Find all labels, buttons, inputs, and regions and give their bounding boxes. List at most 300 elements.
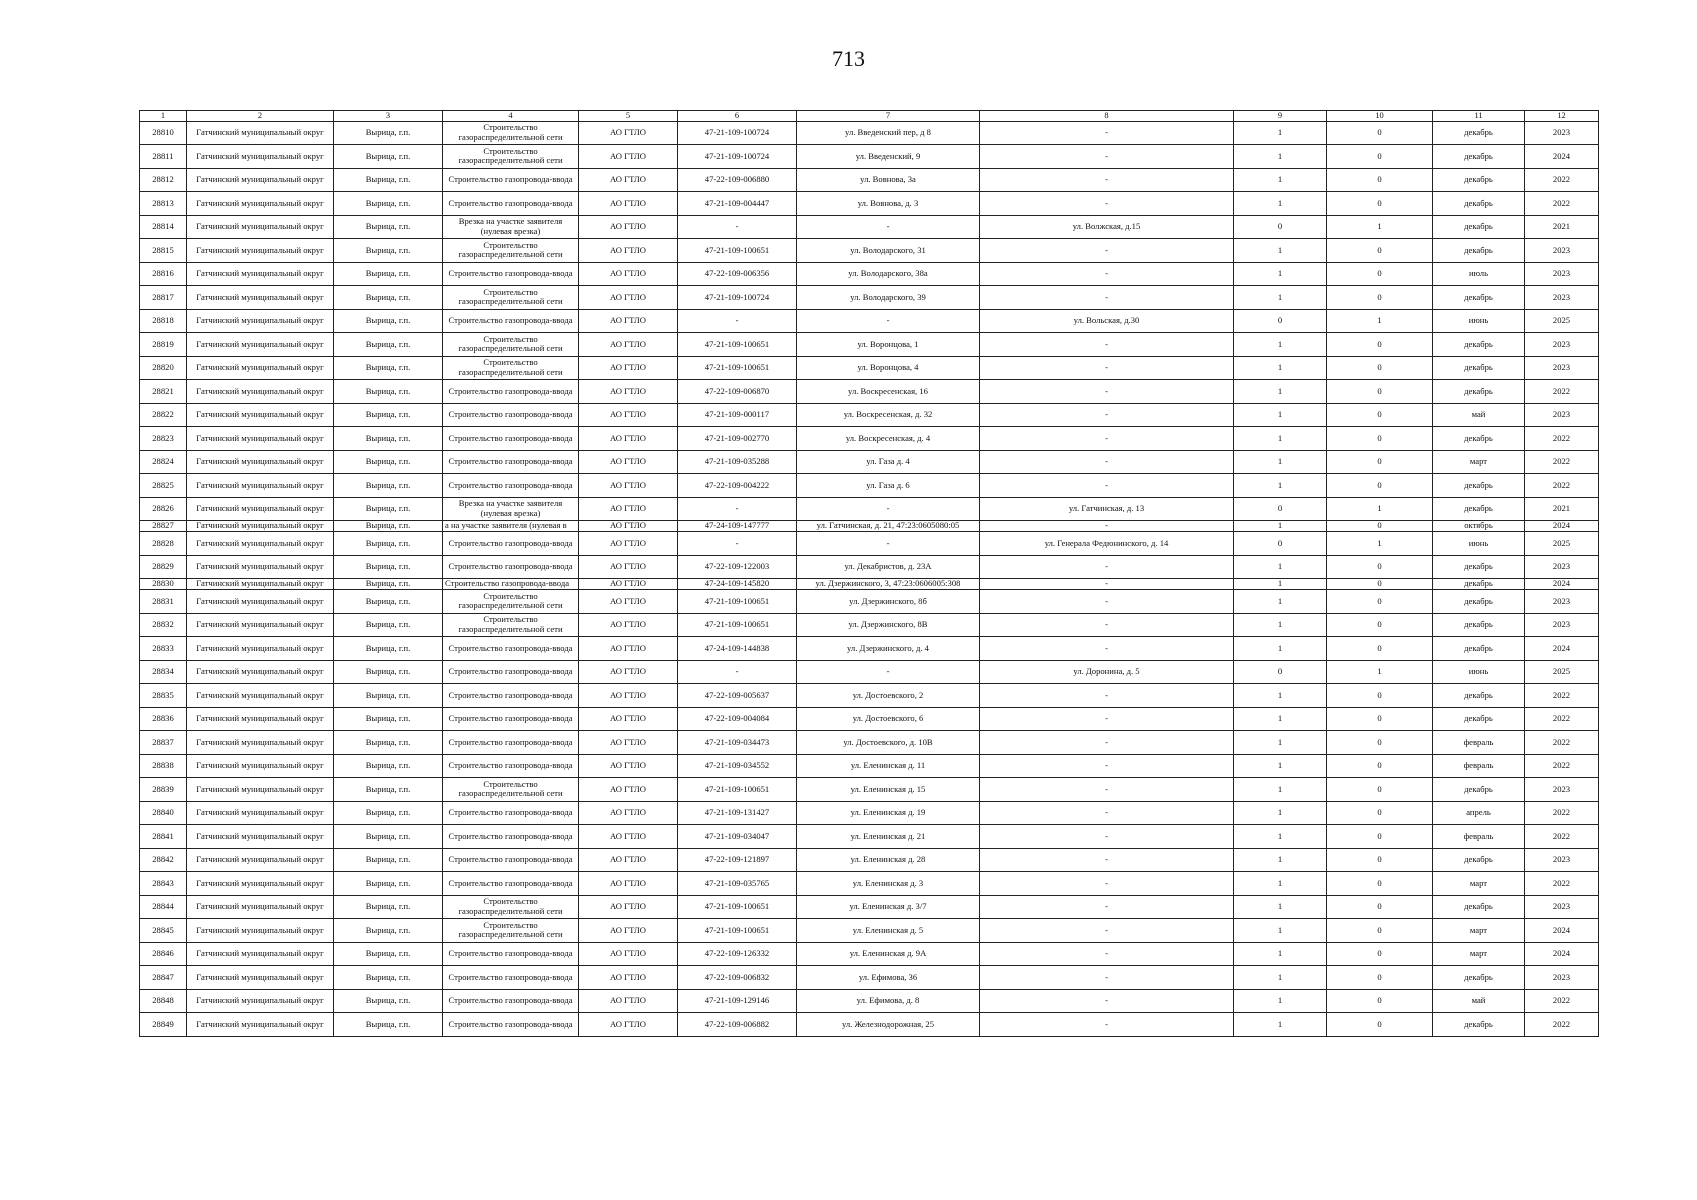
row-number-cell: 28828 <box>140 532 187 556</box>
work-type-cell: Строительство газораспределительной сети <box>443 356 579 380</box>
year-cell: 2023 <box>1525 778 1599 802</box>
settlement-cell: Вырица, г.п. <box>334 168 443 192</box>
count-b-cell: 0 <box>1327 239 1433 263</box>
count-b-cell: 0 <box>1327 380 1433 404</box>
table-row <box>140 215 1599 239</box>
register-table <box>139 110 1599 1037</box>
count-a-cell: 0 <box>1234 309 1327 333</box>
settlement-cell: Вырица, г.п. <box>334 380 443 404</box>
settlement-cell: Вырица, г.п. <box>334 427 443 451</box>
month-cell: декабрь <box>1433 427 1525 451</box>
municipality-cell: Гатчинский муниципальный округ <box>187 1013 334 1037</box>
table-body <box>140 111 1599 1037</box>
work-type-cell: Строительство газопровода-ввода <box>443 532 579 556</box>
table-row <box>140 192 1599 216</box>
address-alt-cell: ул. Вольская, д.30 <box>980 309 1234 333</box>
work-type-cell: Строительство газопровода-ввода <box>443 731 579 755</box>
organization-cell: АО ГТЛО <box>579 532 678 556</box>
address-cell: ул. Дзержинского, 3, 47:23:0606005:308 <box>797 579 980 590</box>
count-a-cell: 1 <box>1234 555 1327 579</box>
address-cell: ул. Газа д. 6 <box>797 474 980 498</box>
application-number-cell: 47-21-109-004447 <box>678 192 797 216</box>
count-b-cell: 1 <box>1327 215 1433 239</box>
municipality-cell: Гатчинский муниципальный округ <box>187 168 334 192</box>
municipality-cell: Гатчинский муниципальный округ <box>187 215 334 239</box>
organization-cell: АО ГТЛО <box>579 333 678 357</box>
application-number-cell: 47-21-109-100651 <box>678 919 797 943</box>
address-alt-cell: - <box>980 801 1234 825</box>
year-cell: 2023 <box>1525 121 1599 145</box>
row-number-cell: 28811 <box>140 145 187 169</box>
month-cell: декабрь <box>1433 286 1525 310</box>
municipality-cell: Гатчинский муниципальный округ <box>187 192 334 216</box>
year-cell: 2024 <box>1525 942 1599 966</box>
settlement-cell: Вырица, г.п. <box>334 450 443 474</box>
table-row <box>140 333 1599 357</box>
address-alt-cell: - <box>980 286 1234 310</box>
year-cell: 2023 <box>1525 403 1599 427</box>
municipality-cell: Гатчинский муниципальный округ <box>187 521 334 532</box>
work-type-cell: Строительство газопровода-ввода <box>443 660 579 684</box>
table-row <box>140 168 1599 192</box>
work-type-cell: Строительство газопровода-ввода <box>443 801 579 825</box>
column-number: 12 <box>1525 111 1599 122</box>
address-alt-cell: - <box>980 474 1234 498</box>
column-number: 6 <box>678 111 797 122</box>
address-alt-cell: - <box>980 1013 1234 1037</box>
month-cell: декабрь <box>1433 239 1525 263</box>
work-type-cell: Строительство газораспределительной сети <box>443 239 579 263</box>
count-a-cell: 1 <box>1234 121 1327 145</box>
address-cell: ул. Газа д. 4 <box>797 450 980 474</box>
year-cell: 2022 <box>1525 872 1599 896</box>
count-a-cell: 1 <box>1234 168 1327 192</box>
application-number-cell: 47-21-109-000117 <box>678 403 797 427</box>
month-cell: май <box>1433 989 1525 1013</box>
count-a-cell: 1 <box>1234 637 1327 661</box>
settlement-cell: Вырица, г.п. <box>334 895 443 919</box>
year-cell: 2022 <box>1525 192 1599 216</box>
settlement-cell: Вырица, г.п. <box>334 754 443 778</box>
table-row <box>140 309 1599 333</box>
count-b-cell: 0 <box>1327 707 1433 731</box>
year-cell: 2021 <box>1525 215 1599 239</box>
month-cell: декабрь <box>1433 707 1525 731</box>
work-type-cell: Строительство газораспределительной сети <box>443 121 579 145</box>
row-number-cell: 28849 <box>140 1013 187 1037</box>
municipality-cell: Гатчинский муниципальный округ <box>187 613 334 637</box>
work-type-cell: Строительство газопровода-ввода <box>443 403 579 427</box>
row-number-cell: 28833 <box>140 637 187 661</box>
column-number: 11 <box>1433 111 1525 122</box>
address-alt-cell: - <box>980 731 1234 755</box>
year-cell: 2025 <box>1525 309 1599 333</box>
organization-cell: АО ГТЛО <box>579 262 678 286</box>
table-row <box>140 778 1599 802</box>
month-cell: март <box>1433 942 1525 966</box>
count-a-cell: 0 <box>1234 215 1327 239</box>
month-cell: декабрь <box>1433 684 1525 708</box>
count-b-cell: 0 <box>1327 333 1433 357</box>
year-cell: 2023 <box>1525 356 1599 380</box>
row-number-cell: 28845 <box>140 919 187 943</box>
count-a-cell: 1 <box>1234 356 1327 380</box>
address-cell: ул. Дзержинского, 8В <box>797 613 980 637</box>
month-cell: декабрь <box>1433 966 1525 990</box>
count-b-cell: 0 <box>1327 579 1433 590</box>
address-alt-cell: - <box>980 192 1234 216</box>
organization-cell: АО ГТЛО <box>579 778 678 802</box>
table-row <box>140 1013 1599 1037</box>
month-cell: март <box>1433 450 1525 474</box>
settlement-cell: Вырица, г.п. <box>334 145 443 169</box>
year-cell: 2025 <box>1525 660 1599 684</box>
application-number-cell: 47-21-109-034552 <box>678 754 797 778</box>
year-cell: 2024 <box>1525 145 1599 169</box>
table-row <box>140 532 1599 556</box>
municipality-cell: Гатчинский муниципальный округ <box>187 848 334 872</box>
settlement-cell: Вырица, г.п. <box>334 239 443 263</box>
address-cell: ул. Еленинская д. 3/7 <box>797 895 980 919</box>
year-cell: 2024 <box>1525 637 1599 661</box>
settlement-cell: Вырица, г.п. <box>334 121 443 145</box>
month-cell: июнь <box>1433 309 1525 333</box>
count-b-cell: 0 <box>1327 262 1433 286</box>
month-cell: март <box>1433 872 1525 896</box>
address-cell: ул. Володарского, 39 <box>797 286 980 310</box>
count-a-cell: 1 <box>1234 286 1327 310</box>
count-b-cell: 0 <box>1327 555 1433 579</box>
organization-cell: АО ГТЛО <box>579 684 678 708</box>
table-row <box>140 919 1599 943</box>
address-cell: ул. Ефимова, 36 <box>797 966 980 990</box>
row-number-cell: 28848 <box>140 989 187 1013</box>
row-number-cell: 28834 <box>140 660 187 684</box>
address-cell: ул. Еленинская д. 9А <box>797 942 980 966</box>
work-type-cell: Строительство газопровода-ввода <box>443 825 579 849</box>
month-cell: декабрь <box>1433 192 1525 216</box>
address-alt-cell: - <box>980 754 1234 778</box>
application-number-cell: 47-22-109-121897 <box>678 848 797 872</box>
row-number-cell: 28836 <box>140 707 187 731</box>
settlement-cell: Вырица, г.п. <box>334 660 443 684</box>
address-alt-cell: - <box>980 380 1234 404</box>
column-number: 2 <box>187 111 334 122</box>
row-number-cell: 28822 <box>140 403 187 427</box>
month-cell: декабрь <box>1433 1013 1525 1037</box>
work-type-cell: Строительство газораспределительной сети <box>443 286 579 310</box>
column-number: 7 <box>797 111 980 122</box>
row-number-cell: 28829 <box>140 555 187 579</box>
month-cell: декабрь <box>1433 333 1525 357</box>
organization-cell: АО ГТЛО <box>579 121 678 145</box>
address-cell: ул. Еленинская д. 28 <box>797 848 980 872</box>
count-b-cell: 1 <box>1327 497 1433 521</box>
row-number-cell: 28841 <box>140 825 187 849</box>
month-cell: декабрь <box>1433 848 1525 872</box>
organization-cell: АО ГТЛО <box>579 497 678 521</box>
address-cell: - <box>797 215 980 239</box>
organization-cell: АО ГТЛО <box>579 942 678 966</box>
municipality-cell: Гатчинский муниципальный округ <box>187 427 334 451</box>
column-number: 4 <box>443 111 579 122</box>
table-row <box>140 380 1599 404</box>
address-cell: ул. Гатчинская, д. 21, 47:23:0605080:05 <box>797 521 980 532</box>
table-row <box>140 801 1599 825</box>
municipality-cell: Гатчинский муниципальный округ <box>187 474 334 498</box>
municipality-cell: Гатчинский муниципальный округ <box>187 754 334 778</box>
address-cell: - <box>797 660 980 684</box>
year-cell: 2022 <box>1525 989 1599 1013</box>
organization-cell: АО ГТЛО <box>579 872 678 896</box>
row-number-cell: 28844 <box>140 895 187 919</box>
application-number-cell: 47-21-109-100651 <box>678 778 797 802</box>
count-a-cell: 1 <box>1234 333 1327 357</box>
municipality-cell: Гатчинский муниципальный округ <box>187 872 334 896</box>
work-type-cell: Строительство газораспределительной сети <box>443 895 579 919</box>
address-cell: ул. Воронцова, 1 <box>797 333 980 357</box>
count-b-cell: 0 <box>1327 192 1433 216</box>
work-type-cell: Врезка на участке заявителя (нулевая врезка) <box>443 215 579 239</box>
address-alt-cell: - <box>980 637 1234 661</box>
year-cell: 2022 <box>1525 754 1599 778</box>
column-number: 10 <box>1327 111 1433 122</box>
organization-cell: АО ГТЛО <box>579 521 678 532</box>
settlement-cell: Вырица, г.п. <box>334 778 443 802</box>
count-b-cell: 0 <box>1327 684 1433 708</box>
municipality-cell: Гатчинский муниципальный округ <box>187 707 334 731</box>
organization-cell: АО ГТЛО <box>579 192 678 216</box>
table-row <box>140 613 1599 637</box>
municipality-cell: Гатчинский муниципальный округ <box>187 579 334 590</box>
address-alt-cell: ул. Генерала Федюнинского, д. 14 <box>980 532 1234 556</box>
application-number-cell: 47-22-109-006356 <box>678 262 797 286</box>
application-number-cell: 47-21-109-129146 <box>678 989 797 1013</box>
organization-cell: АО ГТЛО <box>579 356 678 380</box>
row-number-cell: 28846 <box>140 942 187 966</box>
work-type-cell: Строительство газопровода-ввода <box>443 848 579 872</box>
count-b-cell: 0 <box>1327 895 1433 919</box>
settlement-cell: Вырица, г.п. <box>334 262 443 286</box>
row-number-cell: 28843 <box>140 872 187 896</box>
row-number-cell: 28842 <box>140 848 187 872</box>
address-alt-cell: - <box>980 356 1234 380</box>
row-number-cell: 28818 <box>140 309 187 333</box>
table-row <box>140 966 1599 990</box>
settlement-cell: Вырица, г.п. <box>334 579 443 590</box>
count-b-cell: 0 <box>1327 731 1433 755</box>
settlement-cell: Вырица, г.п. <box>334 192 443 216</box>
column-number: 8 <box>980 111 1234 122</box>
count-a-cell: 1 <box>1234 754 1327 778</box>
municipality-cell: Гатчинский муниципальный округ <box>187 286 334 310</box>
month-cell: декабрь <box>1433 895 1525 919</box>
count-a-cell: 1 <box>1234 778 1327 802</box>
year-cell: 2024 <box>1525 919 1599 943</box>
address-alt-cell: - <box>980 848 1234 872</box>
row-number-cell: 28840 <box>140 801 187 825</box>
address-alt-cell: - <box>980 262 1234 286</box>
year-cell: 2022 <box>1525 801 1599 825</box>
month-cell: октябрь <box>1433 521 1525 532</box>
table-row <box>140 942 1599 966</box>
table-row <box>140 427 1599 451</box>
row-number-cell: 28813 <box>140 192 187 216</box>
organization-cell: АО ГТЛО <box>579 825 678 849</box>
year-cell: 2022 <box>1525 474 1599 498</box>
settlement-cell: Вырица, г.п. <box>334 872 443 896</box>
count-a-cell: 1 <box>1234 989 1327 1013</box>
year-cell: 2022 <box>1525 380 1599 404</box>
count-b-cell: 0 <box>1327 966 1433 990</box>
row-number-cell: 28812 <box>140 168 187 192</box>
count-a-cell: 1 <box>1234 1013 1327 1037</box>
application-number-cell: - <box>678 309 797 333</box>
address-cell: ул. Еленинская д. 19 <box>797 801 980 825</box>
settlement-cell: Вырица, г.п. <box>334 521 443 532</box>
settlement-cell: Вырица, г.п. <box>334 801 443 825</box>
work-type-cell: Строительство газопровода-ввода <box>443 579 579 590</box>
application-number-cell: 47-21-109-035288 <box>678 450 797 474</box>
year-cell: 2022 <box>1525 168 1599 192</box>
settlement-cell: Вырица, г.п. <box>334 825 443 849</box>
municipality-cell: Гатчинский муниципальный округ <box>187 637 334 661</box>
table-row <box>140 474 1599 498</box>
month-cell: декабрь <box>1433 497 1525 521</box>
application-number-cell: 47-22-109-005637 <box>678 684 797 708</box>
row-number-cell: 28838 <box>140 754 187 778</box>
address-cell: ул. Вовнова, д. 3 <box>797 192 980 216</box>
month-cell: декабрь <box>1433 145 1525 169</box>
count-b-cell: 0 <box>1327 403 1433 427</box>
row-number-cell: 28847 <box>140 966 187 990</box>
table-row <box>140 521 1599 532</box>
work-type-cell: Строительство газопровода-ввода <box>443 872 579 896</box>
year-cell: 2023 <box>1525 333 1599 357</box>
settlement-cell: Вырица, г.п. <box>334 555 443 579</box>
address-alt-cell: - <box>980 872 1234 896</box>
application-number-cell: 47-24-109-147777 <box>678 521 797 532</box>
month-cell: декабрь <box>1433 637 1525 661</box>
municipality-cell: Гатчинский муниципальный округ <box>187 590 334 614</box>
application-number-cell: - <box>678 660 797 684</box>
row-number-cell: 28814 <box>140 215 187 239</box>
municipality-cell: Гатчинский муниципальный округ <box>187 532 334 556</box>
address-alt-cell: ул. Волжская, д.15 <box>980 215 1234 239</box>
table-row <box>140 684 1599 708</box>
count-a-cell: 1 <box>1234 801 1327 825</box>
table-row <box>140 262 1599 286</box>
organization-cell: АО ГТЛО <box>579 403 678 427</box>
column-number: 9 <box>1234 111 1327 122</box>
count-b-cell: 0 <box>1327 121 1433 145</box>
organization-cell: АО ГТЛО <box>579 613 678 637</box>
table-row <box>140 497 1599 521</box>
organization-cell: АО ГТЛО <box>579 919 678 943</box>
column-number: 1 <box>140 111 187 122</box>
municipality-cell: Гатчинский муниципальный округ <box>187 966 334 990</box>
municipality-cell: Гатчинский муниципальный округ <box>187 942 334 966</box>
count-b-cell: 0 <box>1327 848 1433 872</box>
count-a-cell: 1 <box>1234 966 1327 990</box>
organization-cell: АО ГТЛО <box>579 145 678 169</box>
work-type-cell: Строительство газопровода-ввода <box>443 262 579 286</box>
municipality-cell: Гатчинский муниципальный округ <box>187 555 334 579</box>
organization-cell: АО ГТЛО <box>579 474 678 498</box>
count-b-cell: 0 <box>1327 450 1433 474</box>
month-cell: декабрь <box>1433 121 1525 145</box>
address-cell: ул. Воскресенская, д. 4 <box>797 427 980 451</box>
month-cell: июль <box>1433 262 1525 286</box>
year-cell: 2022 <box>1525 684 1599 708</box>
count-a-cell: 1 <box>1234 895 1327 919</box>
count-b-cell: 0 <box>1327 356 1433 380</box>
address-alt-cell: - <box>980 778 1234 802</box>
address-alt-cell: - <box>980 145 1234 169</box>
settlement-cell: Вырица, г.п. <box>334 848 443 872</box>
municipality-cell: Гатчинский муниципальный округ <box>187 450 334 474</box>
settlement-cell: Вырица, г.п. <box>334 333 443 357</box>
application-number-cell: - <box>678 215 797 239</box>
address-alt-cell: - <box>980 989 1234 1013</box>
municipality-cell: Гатчинский муниципальный округ <box>187 309 334 333</box>
municipality-cell: Гатчинский муниципальный округ <box>187 825 334 849</box>
address-cell: - <box>797 497 980 521</box>
table-row <box>140 848 1599 872</box>
application-number-cell: 47-22-109-006880 <box>678 168 797 192</box>
month-cell: декабрь <box>1433 215 1525 239</box>
row-number-cell: 28832 <box>140 613 187 637</box>
address-cell: ул. Воскресенская, 16 <box>797 380 980 404</box>
application-number-cell: 47-22-109-126332 <box>678 942 797 966</box>
address-cell: ул. Введенский, 9 <box>797 145 980 169</box>
address-cell: ул. Дзержинского, д. 4 <box>797 637 980 661</box>
address-cell: ул. Еленинская д. 21 <box>797 825 980 849</box>
municipality-cell: Гатчинский муниципальный округ <box>187 919 334 943</box>
organization-cell: АО ГТЛО <box>579 895 678 919</box>
organization-cell: АО ГТЛО <box>579 754 678 778</box>
year-cell: 2023 <box>1525 590 1599 614</box>
application-number-cell: 47-22-109-004084 <box>678 707 797 731</box>
address-alt-cell: - <box>980 579 1234 590</box>
address-alt-cell: - <box>980 403 1234 427</box>
count-b-cell: 0 <box>1327 286 1433 310</box>
application-number-cell: 47-22-109-006882 <box>678 1013 797 1037</box>
work-type-cell: Строительство газопровода-ввода <box>443 309 579 333</box>
municipality-cell: Гатчинский муниципальный округ <box>187 356 334 380</box>
count-a-cell: 0 <box>1234 532 1327 556</box>
row-number-cell: 28820 <box>140 356 187 380</box>
organization-cell: АО ГТЛО <box>579 427 678 451</box>
count-a-cell: 1 <box>1234 474 1327 498</box>
count-a-cell: 1 <box>1234 579 1327 590</box>
address-alt-cell: ул. Доронина, д. 5 <box>980 660 1234 684</box>
work-type-cell: Строительство газопровода-ввода <box>443 1013 579 1037</box>
municipality-cell: Гатчинский муниципальный округ <box>187 121 334 145</box>
table-row <box>140 145 1599 169</box>
count-a-cell: 1 <box>1234 613 1327 637</box>
settlement-cell: Вырица, г.п. <box>334 919 443 943</box>
address-alt-cell: - <box>980 555 1234 579</box>
address-cell: ул. Еленинская д. 3 <box>797 872 980 896</box>
organization-cell: АО ГТЛО <box>579 707 678 731</box>
row-number-cell: 28826 <box>140 497 187 521</box>
count-a-cell: 1 <box>1234 848 1327 872</box>
row-number-cell: 28824 <box>140 450 187 474</box>
organization-cell: АО ГТЛО <box>579 239 678 263</box>
municipality-cell: Гатчинский муниципальный округ <box>187 403 334 427</box>
count-b-cell: 0 <box>1327 168 1433 192</box>
